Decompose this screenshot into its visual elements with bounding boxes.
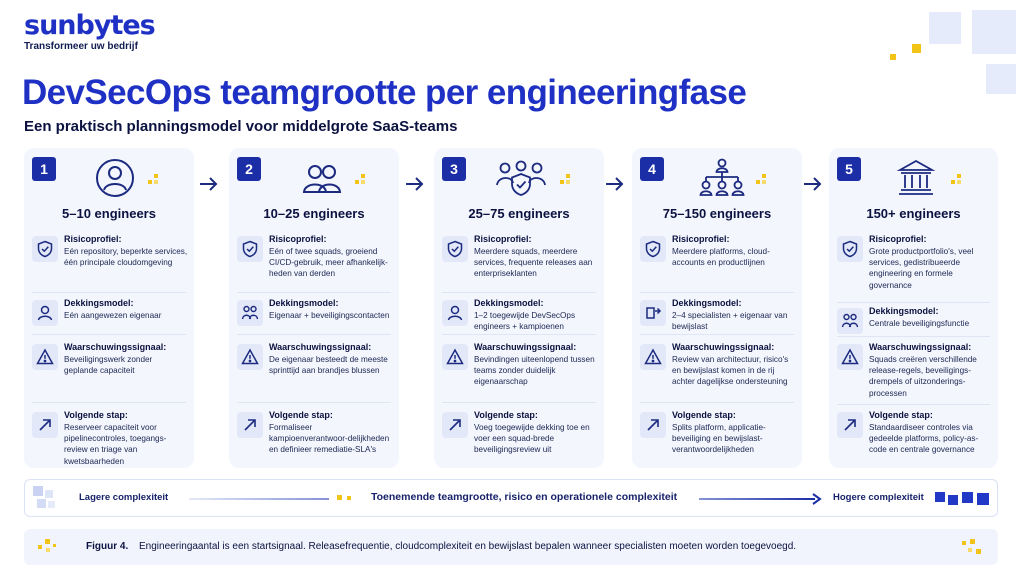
section-text: Eén of twee squads, groeiend CI/CD-gebruik, meer afhankelijk-heden van derden <box>269 247 388 279</box>
section-label: Dekkingsmodel: <box>64 298 134 308</box>
warning-icon <box>32 344 58 370</box>
decor-square <box>986 64 1016 94</box>
section-text: Eén repository, beperkte services, één principale cloudomgeving <box>64 247 188 268</box>
section-text: Eén aangewezen eigenaar <box>64 311 162 320</box>
people-link-icon <box>837 308 863 334</box>
low-complexity-squares <box>33 486 59 512</box>
sunbytes-logo: sunbytes <box>24 10 155 41</box>
stage-card-4 <box>632 148 802 468</box>
stage-card-3 <box>434 148 604 468</box>
section-text: Squads creëren verschillende release-regels, beveiligings-drempels of uitzonderings-processen <box>869 355 977 398</box>
section-text: 1–2 toegewijde DevSecOps engineers + kampioenen <box>474 311 576 332</box>
arrow-right-icon <box>404 176 426 192</box>
section-label: Waarschuwingssignaal: <box>474 342 577 352</box>
stage-number: 5 <box>837 157 861 181</box>
section-label: Dekkingsmodel: <box>672 298 742 308</box>
figure-number: Figuur 4. <box>86 541 129 552</box>
section-text: Eigenaar + beveiligingscontacten <box>269 311 390 320</box>
arrow-up-right-icon <box>442 412 468 438</box>
section-text: Bevindingen uiteenlopend tussen teams zonder duidelijk eigenaarschap <box>474 355 595 387</box>
shield-check-icon <box>237 236 263 262</box>
shield-check-icon <box>837 236 863 262</box>
stage-card-2 <box>229 148 399 468</box>
brand <box>24 12 155 52</box>
complexity-bar <box>24 479 998 517</box>
divider <box>837 404 990 405</box>
team-size: 150+ engineers <box>866 206 961 221</box>
team-size: 25–75 engineers <box>468 206 570 221</box>
person-icon <box>442 300 468 326</box>
accent-dots <box>951 174 965 188</box>
section-label: Volgende stap: <box>64 410 128 420</box>
section-label: Risicoprofiel: <box>474 234 532 244</box>
section-text: Standaardiseer controles via gedeelde platforms, policy-as-code en centrale governance <box>869 423 979 455</box>
people-link-icon <box>237 300 263 326</box>
decor-dot <box>912 44 921 53</box>
section-text: Beveiligingswerk zonder geplande capaciteit <box>64 355 153 376</box>
arrow-up-right-icon <box>837 412 863 438</box>
stage-card-5 <box>829 148 998 468</box>
section-label: Waarschuwingssignaal: <box>64 342 167 352</box>
high-complexity-label: Hogere complexiteit <box>833 492 924 503</box>
high-complexity-squares <box>935 490 993 508</box>
section-label: Volgende stap: <box>672 410 736 420</box>
section-label: Risicoprofiel: <box>269 234 327 244</box>
gradient-line-left <box>189 498 329 500</box>
accent-dots <box>148 174 162 188</box>
team-size: 10–25 engineers <box>263 206 365 221</box>
divider <box>237 292 391 293</box>
handoff-icon <box>640 300 666 326</box>
stage-number: 1 <box>32 157 56 181</box>
stage-number: 3 <box>442 157 466 181</box>
section-label: Dekkingsmodel: <box>869 306 939 316</box>
divider <box>837 336 990 337</box>
warning-icon <box>640 344 666 370</box>
arrow-up-right-icon <box>237 412 263 438</box>
divider <box>640 334 794 335</box>
low-complexity-label: Lagere complexiteit <box>79 492 169 503</box>
caption-dots-left <box>38 539 58 555</box>
accent-dot <box>337 495 342 500</box>
tagline: Transformeer uw bedrijf <box>24 41 138 52</box>
section-label: Volgende stap: <box>474 410 538 420</box>
section-label: Waarschuwingssignaal: <box>269 342 372 352</box>
divider <box>640 402 794 403</box>
shield-check-icon <box>442 236 468 262</box>
arrow-up-right-icon <box>640 412 666 438</box>
arrow-right-icon <box>198 176 220 192</box>
stage-card-1 <box>24 148 194 468</box>
users-icon <box>301 157 343 199</box>
section-label: Volgende stap: <box>269 410 333 420</box>
section-text: Meerdere platforms, cloud-accounts en productlijnen <box>672 247 770 268</box>
section-text: 2–4 specialisten + eigenaar van bewijslast <box>672 311 788 332</box>
accent-dots <box>355 174 369 188</box>
decor-square <box>929 12 961 44</box>
arrow-right-icon <box>802 176 824 192</box>
divider <box>640 292 794 293</box>
section-text: De eigenaar besteedt de meeste sprinttijd aan brandjes blussen <box>269 355 388 376</box>
divider <box>32 334 186 335</box>
shield-check-icon <box>32 236 58 262</box>
institution-icon <box>895 157 937 199</box>
section-text: Review van architectuur, risico's en bewijslast komen in de rij achter dagelijkse ondersteuning <box>672 355 789 387</box>
section-text: Grote productportfolio's, veel services, gedistribueerde engineering en formele governance <box>869 247 974 290</box>
gradient-arrow <box>699 493 823 505</box>
decor-square <box>972 10 1016 54</box>
decor-dot <box>890 54 896 60</box>
stage-number: 4 <box>640 157 664 181</box>
divider <box>837 302 990 303</box>
section-text: Splits platform, applicatie-beveiliging en bewijslast-verantwoordelijkheden <box>672 423 766 455</box>
section-label: Waarschuwingssignaal: <box>869 342 972 352</box>
page-title: DevSecOps teamgrootte per engineeringfase <box>22 73 747 112</box>
section-label: Dekkingsmodel: <box>269 298 339 308</box>
section-text: Reserveer capaciteit voor pipelinecontroles, toegangs-review en triage van kwetsbaarheden <box>64 423 167 466</box>
org-chart-icon <box>698 157 746 199</box>
section-label: Risicoprofiel: <box>869 234 927 244</box>
divider <box>32 402 186 403</box>
caption-dots-right <box>960 539 982 557</box>
caption-text: Engineeringaantal is een startsignaal. Releasefrequentie, cloudcomplexiteit en bewijslast bepalen wanneer specialisten moeten worden toegevoegd. <box>139 541 797 552</box>
warning-icon <box>442 344 468 370</box>
team-size: 5–10 engineers <box>62 206 156 221</box>
divider <box>442 402 596 403</box>
divider <box>442 334 596 335</box>
section-text: Meerdere squads, meerdere services, frequente releases aan enterpriseklanten <box>474 247 593 279</box>
page-subtitle: Een praktisch planningsmodel voor middelgrote SaaS-teams <box>24 118 458 135</box>
complexity-description: Toenemende teamgrootte, risico en operationele complexiteit <box>371 491 678 503</box>
arrow-right-icon <box>604 176 626 192</box>
section-text: Centrale beveiligingsfunctie <box>869 319 970 328</box>
divider <box>237 402 391 403</box>
stage-number: 2 <box>237 157 261 181</box>
user-icon <box>94 157 136 199</box>
divider <box>32 292 186 293</box>
team-size: 75–150 engineers <box>662 206 772 221</box>
warning-icon <box>837 344 863 370</box>
arrow-up-right-icon <box>32 412 58 438</box>
section-label: Volgende stap: <box>869 410 933 420</box>
section-label: Risicoprofiel: <box>64 234 122 244</box>
figure-caption <box>24 529 998 565</box>
person-icon <box>32 300 58 326</box>
team-shield-icon <box>494 157 548 199</box>
accent-dots <box>756 174 770 188</box>
section-label: Dekkingsmodel: <box>474 298 544 308</box>
section-label: Risicoprofiel: <box>672 234 730 244</box>
shield-check-icon <box>640 236 666 262</box>
section-text: Voeg toegewijde dekking toe en voer een squad-brede beveiligingsreview uit <box>474 423 590 455</box>
divider <box>237 334 391 335</box>
divider <box>442 292 596 293</box>
section-label: Waarschuwingssignaal: <box>672 342 775 352</box>
warning-icon <box>237 344 263 370</box>
section-text: Formaliseer kampioenverantwoor-delijkheden en definieer remediatie-SLA's <box>269 423 390 455</box>
accent-dot <box>347 496 351 500</box>
accent-dots <box>560 174 574 188</box>
